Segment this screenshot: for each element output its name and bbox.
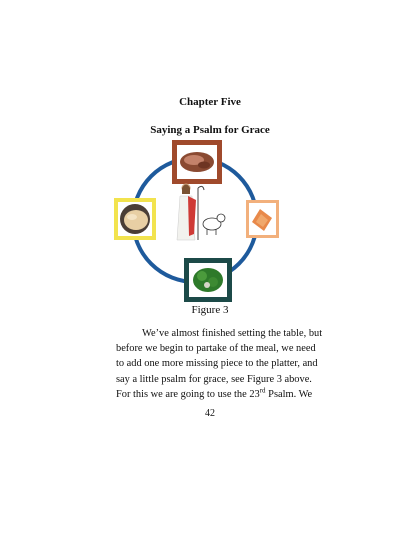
meat-picture: [172, 140, 222, 184]
greens-picture: [184, 258, 232, 302]
fish-picture: [246, 200, 279, 238]
shepherd-picture: [177, 184, 204, 241]
figure-caption: Figure 3: [191, 304, 229, 316]
ordinal-suffix: rd: [259, 386, 266, 395]
line5-start: For this we are going to use the 23: [116, 388, 260, 400]
chapter-title: Chapter Five: [179, 96, 241, 108]
paragraph-line: to add one more missing piece to the platter, and: [116, 358, 318, 370]
body-paragraph: [116, 326, 323, 402]
lamb-picture: [203, 214, 225, 235]
page-number: 42: [205, 408, 215, 419]
paragraph-line: We’ve almost finished setting the table, but: [142, 328, 323, 339]
bread-picture: [114, 198, 156, 240]
line5-end: Psalm. We: [265, 388, 313, 400]
figure-3-illustration: [110, 138, 280, 306]
paragraph-line: [116, 387, 316, 402]
paragraph-line: before we begin to partake of the meal, we need: [116, 343, 316, 355]
chapter-subtitle: Saying a Psalm for Grace: [150, 124, 270, 136]
paragraph-line: say a little psalm for grace, see Figure 3 above.: [116, 373, 312, 385]
